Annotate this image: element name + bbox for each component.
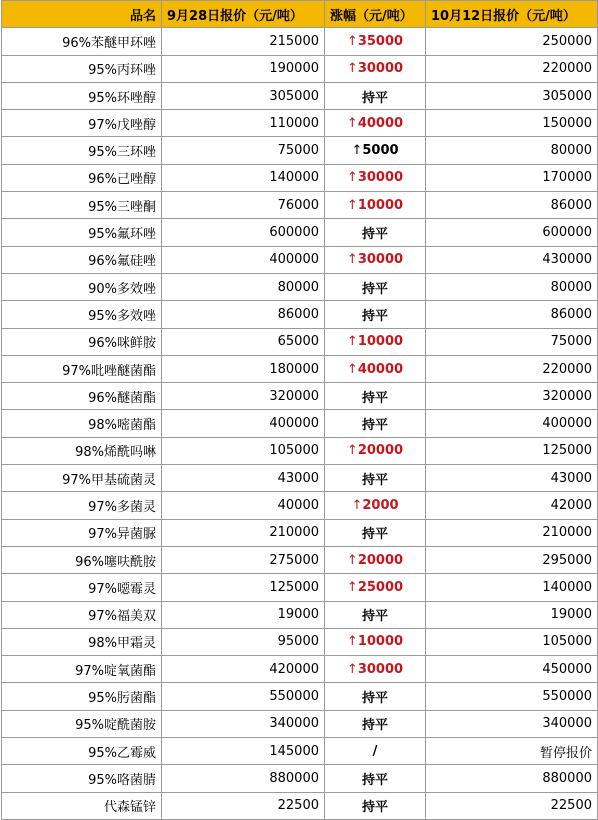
price-0928-cell: 80000 — [162, 273, 325, 300]
change-value: 持平 — [361, 418, 388, 434]
price-1012-cell: 75000 — [426, 328, 598, 355]
table-row — [2, 437, 598, 464]
price-0928-cell: 420000 — [162, 656, 325, 683]
change-cell — [325, 574, 426, 601]
change-cell — [325, 301, 426, 328]
product-name-cell: 98%甲霜灵 — [2, 628, 162, 655]
change-cell — [325, 656, 426, 683]
change-value: 持平 — [361, 718, 388, 734]
price-0928-cell: 190000 — [162, 55, 325, 82]
product-name-cell: 95%啶酰菌胺 — [2, 710, 162, 737]
price-0928-cell: 75000 — [162, 137, 325, 164]
change-cell — [325, 164, 426, 191]
change-cell — [325, 55, 426, 82]
change-cell — [325, 219, 426, 246]
table-row — [2, 383, 598, 410]
change-cell — [325, 273, 426, 300]
price-1012-cell: 210000 — [426, 519, 598, 546]
product-name-cell: 95%环唑醇 — [2, 82, 162, 109]
product-name-cell: 代森锰锌 — [2, 792, 162, 819]
price-1012-cell: 暂停报价 — [426, 738, 598, 765]
price-1012-cell: 43000 — [426, 465, 598, 492]
col-header-price-0928: 9月28日报价（元/吨） — [162, 1, 325, 28]
product-name-cell: 97%多菌灵 — [2, 492, 162, 519]
change-value: / — [372, 743, 378, 759]
price-1012-cell: 140000 — [426, 574, 598, 601]
price-0928-cell: 320000 — [162, 383, 325, 410]
price-0928-cell: 125000 — [162, 574, 325, 601]
change-value: 持平 — [361, 772, 388, 788]
price-1012-cell: 880000 — [426, 765, 598, 792]
change-value: 5000 — [362, 143, 399, 159]
change-value: 25000 — [357, 579, 404, 595]
change-cell — [325, 192, 426, 219]
product-name-cell: 98%嘧菌酯 — [2, 410, 162, 437]
product-name-cell: 97%戊唑醇 — [2, 110, 162, 137]
change-value: 10000 — [357, 334, 404, 350]
price-0928-cell: 400000 — [162, 410, 325, 437]
price-1012-cell: 600000 — [426, 219, 598, 246]
up-arrow-icon: ↑ — [346, 579, 358, 595]
up-arrow-icon: ↑ — [346, 115, 358, 131]
change-value: 35000 — [357, 33, 404, 49]
table-row — [2, 710, 598, 737]
price-0928-cell: 145000 — [162, 738, 325, 765]
change-value: 20000 — [357, 552, 404, 568]
table-row — [2, 137, 598, 164]
change-cell — [325, 601, 426, 628]
table-row — [2, 683, 598, 710]
change-value: 持平 — [361, 800, 388, 816]
price-1012-cell: 320000 — [426, 383, 598, 410]
product-name-cell: 96%氟硅唑 — [2, 246, 162, 273]
up-arrow-icon: ↑ — [346, 334, 358, 350]
price-1012-cell: 86000 — [426, 301, 598, 328]
price-1012-cell: 550000 — [426, 683, 598, 710]
change-cell — [325, 792, 426, 819]
product-name-cell: 96%咪鲜胺 — [2, 328, 162, 355]
change-value: 持平 — [361, 90, 388, 106]
product-name-cell: 95%咯菌腈 — [2, 765, 162, 792]
change-cell — [325, 355, 426, 382]
up-arrow-icon: ↑ — [346, 197, 358, 213]
change-value: 30000 — [357, 661, 404, 677]
price-0928-cell: 275000 — [162, 546, 325, 573]
product-name-cell: 95%乙霉威 — [2, 738, 162, 765]
change-value: 30000 — [357, 170, 404, 186]
up-arrow-icon: ↑ — [346, 170, 358, 186]
change-cell — [325, 683, 426, 710]
price-1012-cell: 86000 — [426, 192, 598, 219]
table-row — [2, 656, 598, 683]
price-0928-cell: 400000 — [162, 246, 325, 273]
change-value: 20000 — [357, 443, 404, 459]
table-row — [2, 164, 598, 191]
price-0928-cell: 105000 — [162, 437, 325, 464]
change-value: 30000 — [357, 252, 404, 268]
col-header-change: 涨幅（元/吨） — [325, 1, 426, 28]
price-1012-cell: 250000 — [426, 28, 598, 55]
up-arrow-icon: ↑ — [351, 497, 363, 513]
price-0928-cell: 210000 — [162, 519, 325, 546]
change-cell — [325, 710, 426, 737]
up-arrow-icon: ↑ — [346, 661, 358, 677]
table-row — [2, 55, 598, 82]
product-name-cell: 95%氟环唑 — [2, 219, 162, 246]
table-row — [2, 601, 598, 628]
table-row — [2, 355, 598, 382]
change-cell — [325, 82, 426, 109]
change-value: 持平 — [361, 227, 388, 243]
price-0928-cell: 43000 — [162, 465, 325, 492]
product-name-cell: 95%三环唑 — [2, 137, 162, 164]
change-value: 持平 — [361, 472, 388, 488]
product-name-cell: 97%甲基硫菌灵 — [2, 465, 162, 492]
table-row — [2, 792, 598, 819]
price-1012-cell: 220000 — [426, 55, 598, 82]
table-row — [2, 328, 598, 355]
product-name-cell: 95%多效唑 — [2, 301, 162, 328]
table-row — [2, 110, 598, 137]
price-0928-cell: 110000 — [162, 110, 325, 137]
product-name-cell: 97%异菌脲 — [2, 519, 162, 546]
change-cell — [325, 28, 426, 55]
price-0928-cell: 19000 — [162, 601, 325, 628]
change-value: 2000 — [362, 497, 399, 513]
product-name-cell: 96%噻呋酰胺 — [2, 546, 162, 573]
table-row — [2, 738, 598, 765]
change-cell — [325, 246, 426, 273]
price-0928-cell: 880000 — [162, 765, 325, 792]
price-0928-cell: 95000 — [162, 628, 325, 655]
change-cell — [325, 137, 426, 164]
price-0928-cell: 340000 — [162, 710, 325, 737]
price-1012-cell: 220000 — [426, 355, 598, 382]
table-row — [2, 410, 598, 437]
price-1012-cell: 305000 — [426, 82, 598, 109]
price-1012-cell: 150000 — [426, 110, 598, 137]
price-1012-cell: 430000 — [426, 246, 598, 273]
table-row — [2, 82, 598, 109]
change-cell — [325, 410, 426, 437]
price-1012-cell: 450000 — [426, 656, 598, 683]
price-0928-cell: 600000 — [162, 219, 325, 246]
change-value: 30000 — [357, 61, 404, 77]
change-value: 持平 — [361, 609, 388, 625]
product-name-cell: 96%己唑醇 — [2, 164, 162, 191]
price-table — [1, 0, 598, 820]
change-value: 10000 — [357, 197, 404, 213]
price-0928-cell: 76000 — [162, 192, 325, 219]
table-row — [2, 273, 598, 300]
price-0928-cell: 180000 — [162, 355, 325, 382]
col-header-price-1012: 10月12日报价（元/吨） — [426, 1, 598, 28]
up-arrow-icon: ↑ — [351, 143, 363, 159]
price-1012-cell: 170000 — [426, 164, 598, 191]
price-1012-cell: 340000 — [426, 710, 598, 737]
table-row — [2, 301, 598, 328]
change-cell — [325, 546, 426, 573]
change-cell — [325, 465, 426, 492]
change-cell — [325, 628, 426, 655]
product-name-cell: 97%吡唑醚菌酯 — [2, 355, 162, 382]
change-cell — [325, 383, 426, 410]
price-1012-cell: 400000 — [426, 410, 598, 437]
price-0928-cell: 215000 — [162, 28, 325, 55]
change-cell — [325, 765, 426, 792]
price-1012-cell: 80000 — [426, 137, 598, 164]
price-1012-cell: 295000 — [426, 546, 598, 573]
price-0928-cell: 86000 — [162, 301, 325, 328]
change-value: 40000 — [357, 115, 404, 131]
up-arrow-icon: ↑ — [346, 33, 358, 49]
table-row — [2, 192, 598, 219]
change-cell — [325, 738, 426, 765]
table-row — [2, 465, 598, 492]
change-cell — [325, 328, 426, 355]
price-1012-cell: 22500 — [426, 792, 598, 819]
col-header-name: 品名 — [2, 1, 162, 28]
table-body — [2, 28, 598, 820]
product-name-cell: 97%噁霉灵 — [2, 574, 162, 601]
price-0928-cell: 550000 — [162, 683, 325, 710]
up-arrow-icon: ↑ — [346, 361, 358, 377]
up-arrow-icon: ↑ — [346, 634, 358, 650]
product-name-cell: 97%啶氧菌酯 — [2, 656, 162, 683]
up-arrow-icon: ↑ — [346, 61, 358, 77]
up-arrow-icon: ↑ — [346, 552, 358, 568]
change-value: 持平 — [361, 691, 388, 707]
change-value: 持平 — [361, 527, 388, 543]
change-value: 40000 — [357, 361, 404, 377]
up-arrow-icon: ↑ — [346, 443, 358, 459]
change-cell — [325, 519, 426, 546]
change-value: 10000 — [357, 634, 404, 650]
product-name-cell: 97%福美双 — [2, 601, 162, 628]
product-name-cell: 90%多效唑 — [2, 273, 162, 300]
header-row — [2, 1, 598, 28]
price-0928-cell: 22500 — [162, 792, 325, 819]
price-1012-cell: 19000 — [426, 601, 598, 628]
table-row — [2, 519, 598, 546]
change-value: 持平 — [361, 308, 388, 324]
product-name-cell: 98%烯酰吗啉 — [2, 437, 162, 464]
product-name-cell: 95%丙环唑 — [2, 55, 162, 82]
price-0928-cell: 305000 — [162, 82, 325, 109]
price-1012-cell: 105000 — [426, 628, 598, 655]
table-row — [2, 546, 598, 573]
table-row — [2, 765, 598, 792]
product-name-cell: 95%三唑酮 — [2, 192, 162, 219]
price-0928-cell: 40000 — [162, 492, 325, 519]
product-name-cell: 95%肟菌酯 — [2, 683, 162, 710]
change-value: 持平 — [361, 281, 388, 297]
table-row — [2, 28, 598, 55]
price-1012-cell: 125000 — [426, 437, 598, 464]
table-row — [2, 246, 598, 273]
price-0928-cell: 65000 — [162, 328, 325, 355]
change-value: 持平 — [361, 390, 388, 406]
change-cell — [325, 437, 426, 464]
change-cell — [325, 492, 426, 519]
table-row — [2, 628, 598, 655]
price-1012-cell: 42000 — [426, 492, 598, 519]
table-row — [2, 574, 598, 601]
change-cell — [325, 110, 426, 137]
table-row — [2, 219, 598, 246]
product-name-cell: 96%醚菌酯 — [2, 383, 162, 410]
table-row — [2, 492, 598, 519]
price-1012-cell: 80000 — [426, 273, 598, 300]
product-name-cell: 96%苯醚甲环唑 — [2, 28, 162, 55]
price-0928-cell: 140000 — [162, 164, 325, 191]
up-arrow-icon: ↑ — [346, 252, 358, 268]
